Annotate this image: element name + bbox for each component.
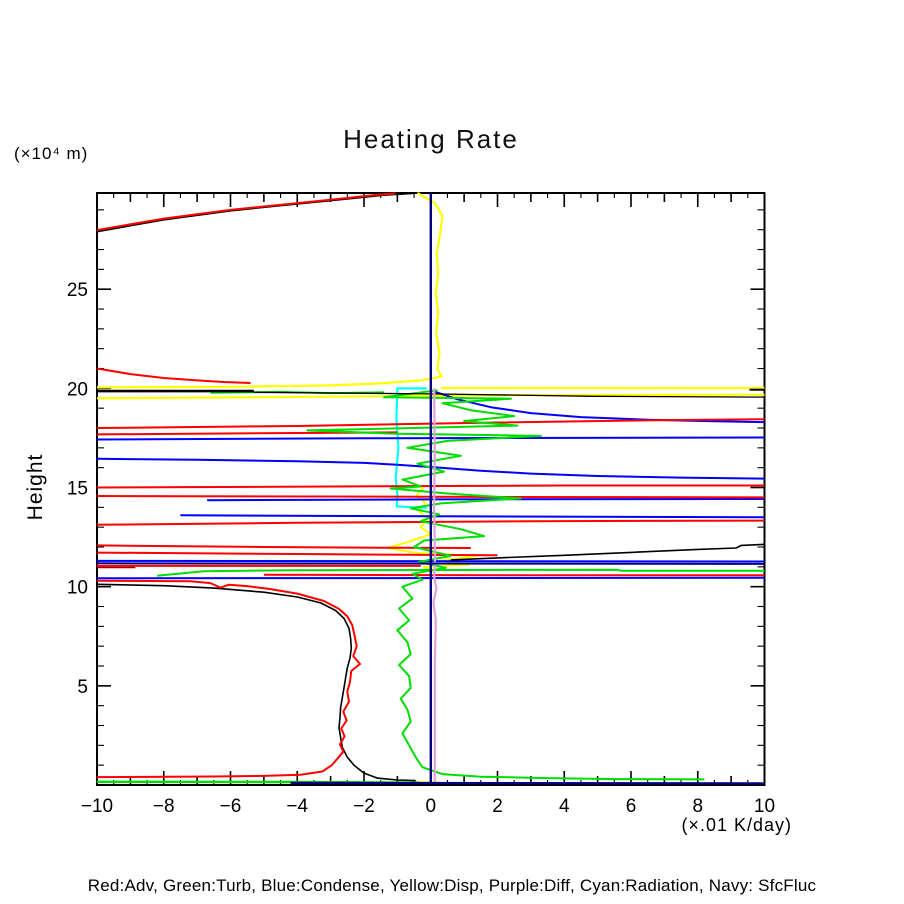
x-tick-label: −2	[353, 796, 375, 817]
series-total-top-curve	[97, 193, 412, 231]
series-condense-13.55-line	[180, 515, 764, 517]
chart-title: Heating Rate	[343, 124, 519, 154]
x-tick-label: 2	[492, 796, 503, 817]
series-adv-20.5-asymptote	[97, 369, 251, 384]
series-total-12-curve	[451, 544, 765, 560]
y-tick-label: 25	[66, 280, 88, 302]
y-tick-label: 20	[66, 379, 88, 401]
x-tick-label: 6	[625, 796, 637, 817]
x-tick-label: −8	[152, 796, 175, 817]
x-tick-label: −6	[219, 796, 242, 817]
x-tick-label: 0	[425, 796, 437, 817]
series-adv-lower-curve	[97, 581, 360, 777]
legend-caption: Red:Adv, Green:Turb, Blue:Condense, Yellow:Disp, Purple:Diff, Cyan:Radiation, Navy: SfcFluc	[87, 876, 817, 895]
x-tick-label: 8	[692, 796, 704, 817]
x-axis-unit-label: (×.01 K/day)	[681, 815, 792, 835]
y-axis-title: Height	[24, 453, 47, 521]
y-tick-label: 10	[66, 577, 88, 599]
y-tick-label: 5	[77, 676, 88, 698]
x-tick-label: −10	[80, 796, 114, 817]
x-tick-label: −4	[286, 796, 309, 817]
series-diff-vertical	[433, 388, 436, 784]
x-tick-label: 10	[753, 796, 776, 817]
series-turb-main-wiggle	[307, 390, 704, 779]
y-axis-unit-label: (×10⁴ m)	[14, 144, 89, 163]
series-total-lower-curve	[97, 584, 416, 780]
x-tick-label: 4	[558, 796, 570, 817]
y-tick-label: 15	[66, 478, 88, 500]
